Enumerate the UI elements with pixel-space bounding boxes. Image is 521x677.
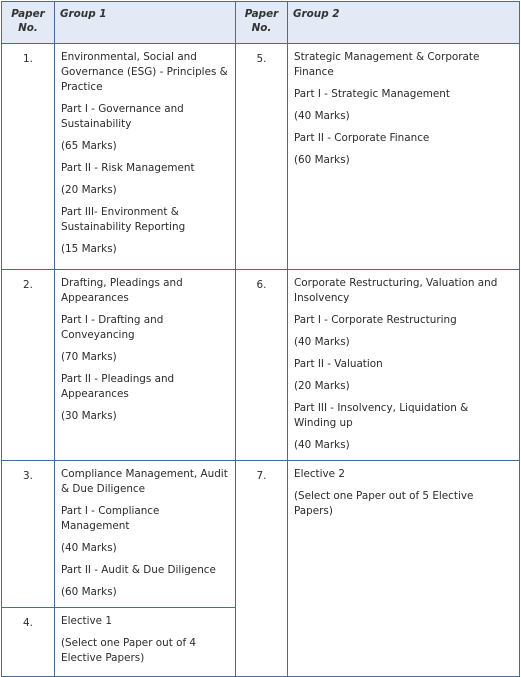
papers-table [1,1,520,677]
paper-part: Part I - Strategic Management [294,88,450,100]
paper-part: Part I - Drafting and Conveyancing [61,314,164,341]
paper-part: Part I - Compliance Management [61,505,160,532]
paper-marks: (20 Marks) [61,184,117,196]
paper-number: 1. [2,44,55,270]
paper-marks: (40 Marks) [294,439,350,451]
paper-description [55,270,236,461]
paper-marks: (20 Marks) [294,380,350,392]
header-group-2: Group 2 [288,2,520,44]
paper-part: Part II - Audit & Due Diligence [61,564,216,576]
paper-description [288,44,520,270]
paper-title: Strategic Management & Corporate Finance [294,51,480,78]
table-row [2,44,520,270]
papers-table-container [1,1,520,677]
table-row [2,461,520,608]
paper-title: Environmental, Social and Governance (ESG) - Principles & Practice [61,51,228,93]
paper-note: (Select one Paper out of 5 Elective Papers) [294,490,474,517]
paper-marks: (15 Marks) [61,243,117,255]
paper-marks: (60 Marks) [294,154,350,166]
paper-marks: (65 Marks) [61,140,117,152]
paper-title: Elective 1 [61,615,112,627]
header-group-1: Group 1 [55,2,236,44]
paper-description [288,270,520,461]
paper-title: Corporate Restructuring, Valuation and Insolvency [294,277,498,304]
paper-description [55,461,236,608]
paper-marks: (40 Marks) [294,110,350,122]
paper-number: 7. [236,461,288,677]
paper-title: Compliance Management, Audit & Due Diligence [61,468,228,495]
paper-marks: (60 Marks) [61,586,117,598]
paper-description [55,44,236,270]
table-header-row [2,2,520,44]
paper-part: Part III - Insolvency, Liquidation & Winding up [294,402,469,429]
paper-part: Part II - Risk Management [61,162,195,174]
table-row [2,270,520,461]
paper-marks: (30 Marks) [61,410,117,422]
header-paper-no: Paper No. [2,2,55,44]
paper-number: 2. [2,270,55,461]
paper-marks: (40 Marks) [61,542,117,554]
paper-description [288,461,520,677]
paper-number: 5. [236,44,288,270]
paper-note: (Select one Paper out of 4 Elective Papers) [61,637,197,664]
paper-title: Elective 2 [294,468,345,480]
paper-marks: (70 Marks) [61,351,117,363]
paper-part: Part I - Corporate Restructuring [294,314,457,326]
paper-description [55,608,236,677]
paper-marks: (40 Marks) [294,336,350,348]
paper-number: 3. [2,461,55,608]
paper-number: 4. [2,608,55,677]
paper-part: Part III- Environment & Sustainability Reporting [61,206,186,233]
paper-part: Part II - Valuation [294,358,383,370]
paper-part: Part I - Governance and Sustainability [61,103,184,130]
header-paper-no-2: Paper No. [236,2,288,44]
paper-number: 6. [236,270,288,461]
paper-title: Drafting, Pleadings and Appearances [61,277,183,304]
paper-part: Part II - Corporate Finance [294,132,430,144]
paper-part: Part II - Pleadings and Appearances [61,373,175,400]
